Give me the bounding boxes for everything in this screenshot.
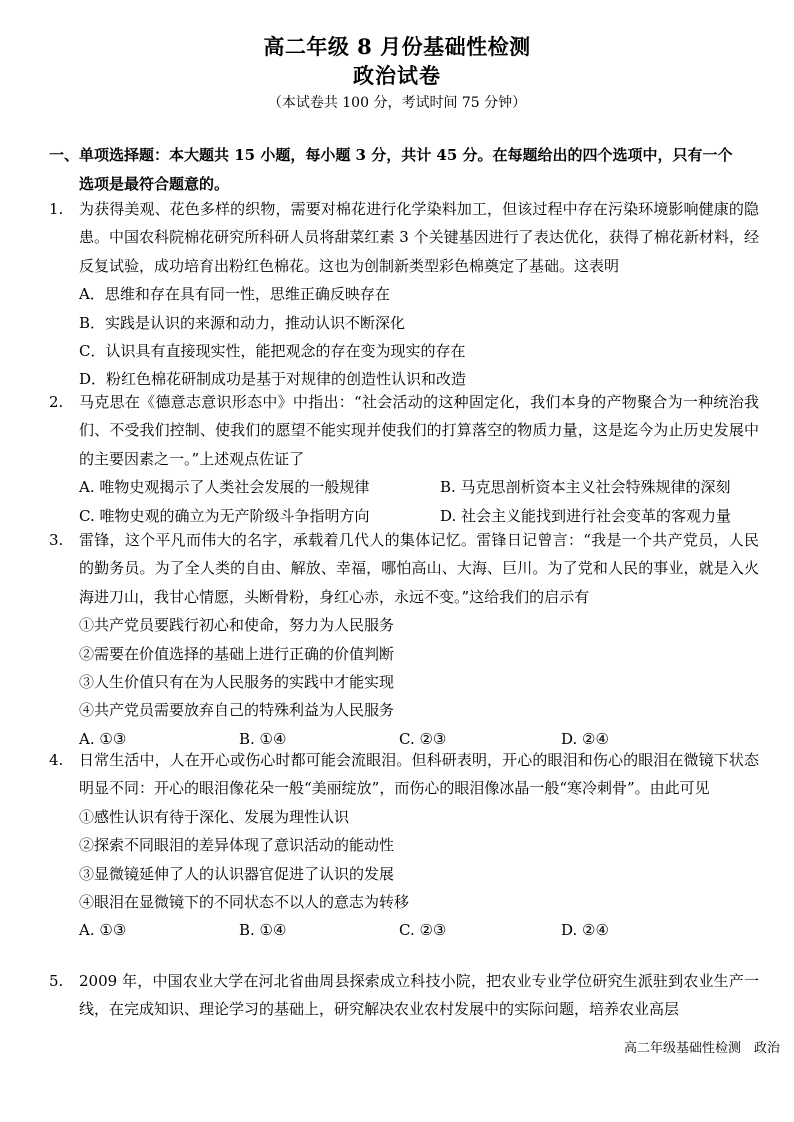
section-heading: [49, 141, 759, 199]
option-d: D．粉红色棉花研制成功是基于对规律的创造性认识和改造: [79, 370, 467, 389]
exam-subtitle: 政治试卷: [353, 63, 441, 88]
option-a: A. ①③: [79, 921, 127, 940]
option-a: A. ①③: [79, 729, 127, 748]
option-b: B. ①④: [239, 921, 287, 940]
option-b: B．实践是认识的来源和动力，推动认识不断深化: [79, 313, 406, 332]
question-number: 4.: [49, 751, 64, 769]
exam-note: （本试卷共 100 分，考试时间 75 分钟）: [267, 95, 527, 111]
question-number: 2.: [49, 393, 64, 411]
section-heading-line2: 选项是最符合题意的。: [79, 175, 230, 193]
option-c: C. ②③: [399, 729, 447, 748]
statement-1: ①共产党员要践行初心和使命，努力为人民服务: [79, 616, 395, 635]
question-number: 3.: [49, 531, 64, 549]
statement-4: ④眼泪在显微镜下的不同状态不以人的意志为转移: [79, 893, 410, 912]
statement-2: ②需要在价值选择的基础上进行正确的价值判断: [79, 644, 395, 663]
option-b: B. 马克思剖析资本主义社会特殊规律的深刻: [440, 478, 731, 497]
question-3: [49, 526, 759, 753]
option-b: B. ①④: [239, 729, 287, 748]
question-stem: 马克思在《德意志意识形态中》中指出：“社会活动的这种固定化，我们本身的产物聚合为一种统治我们、不受我们控制、使我们的愿望不能实现并使我们的打算落空的物质力量，这是迄今为止历史发展中的主要因素之一。”上述观点佐证了: [79, 393, 759, 468]
question-stem: 日常生活中，人在开心或伤心时都可能会流眼泪。但科研表明，开心的眼泪和伤心的眼泪在微镜下状态明显不同：开心的眼泪像花朵一般“美丽绽放”，而伤心的眼泪像冰晶一般“寒冷刺骨”。由此可见: [79, 751, 759, 798]
question-5: [49, 967, 759, 1024]
option-d: D. ②④: [561, 921, 609, 940]
question-number: 5.: [49, 972, 64, 990]
option-c: C. ②③: [399, 921, 447, 940]
statement-3: ③显微镜延伸了人的认识器官促进了认识的发展: [79, 864, 395, 883]
statement-3: ③人生价值只有在为人民服务的实践中才能实现: [79, 673, 395, 692]
option-d: D. 社会主义能找到进行社会变革的客观力量: [440, 506, 732, 525]
question-stem: 2009 年，中国农业大学在河北省曲周县探索成立科技小院，把农业专业学位研究生派驻到农业生产一线，在完成知识、理论学习的基础上，研究解决农业农村发展中的实际问题，培养农业高层: [79, 972, 759, 1019]
question-2: [49, 388, 759, 530]
section-heading-line1: 一、单项选择题：本大题共 15 小题，每小题 3 分，共计 45 分。在每题给出的四个选项中，只有一个: [49, 146, 733, 164]
page-footer: 高二年级基础性检测 政治: [624, 1041, 781, 1056]
option-c: C. 唯物史观的确立为无产阶级斗争指明方向: [79, 506, 370, 525]
option-a: A. 唯物史观揭示了人类社会发展的一般规律: [79, 478, 370, 497]
exam-title: 高二年级 8 月份基础性检测: [263, 34, 531, 59]
question-1: [49, 195, 759, 394]
statement-1: ①感性认识有待于深化、发展为理性认识: [79, 807, 350, 826]
option-c: C．认识具有直接现实性，能把观念的存在变为现实的存在: [79, 342, 466, 361]
statement-4: ④共产党员需要放弃自己的特殊利益为人民服务: [79, 701, 395, 720]
statement-2: ②探索不同眼泪的差异体现了意识活动的能动性: [79, 836, 395, 855]
question-number: 1.: [49, 200, 64, 218]
question-stem: 为获得美观、花色多样的织物，需要对棉花进行化学染料加工，但该过程中存在污染环境影响健康的隐患。中国农科院棉花研究所科研人员将甜菜红素 3 个关键基因进行了表达优化，获得了棉花新材料，经反复试验，成功培育出粉红色棉花。这也为创制新类型彩色棉奠定了基础。这表明: [79, 200, 759, 275]
option-a: A．思维和存在具有同一性，思维正确反映存在: [79, 285, 390, 304]
option-d: D. ②④: [561, 729, 609, 748]
options-row: [79, 473, 759, 501]
question-stem: 雷锋，这个平凡而伟大的名字，承载着几代人的集体记忆。雷锋日记曾言：“我是一个共产党员，人民的勤务员。为了全人类的自由、解放、幸福，哪怕高山、大海、巨川。为了党和人民的事业，就是入火海进刀山，我甘心情愿，头断骨粉，身红心赤，永远不变。”这给我们的启示有: [79, 531, 759, 606]
options-row: [79, 916, 759, 944]
question-4: [49, 746, 759, 945]
